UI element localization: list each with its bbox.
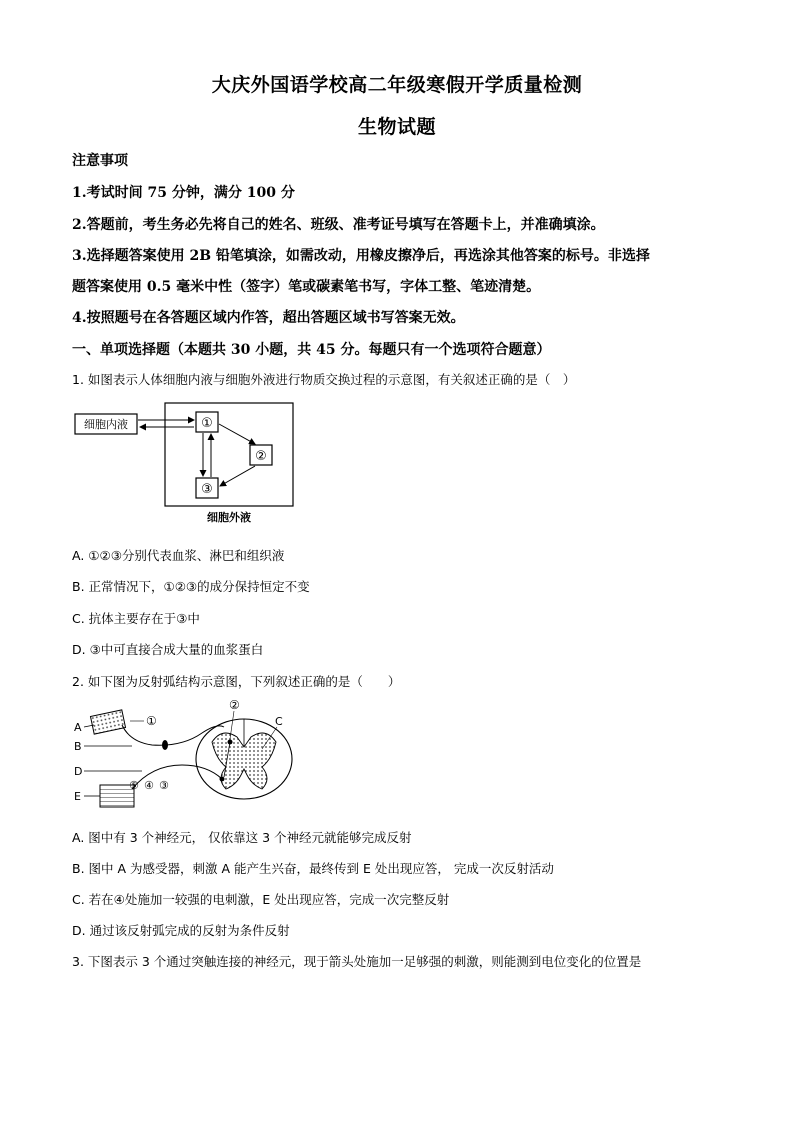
notice-item-1: 1.考试时间 75 分钟，满分 100 分 [72,185,295,201]
extracellular-label: 细胞外液 [207,511,251,524]
label-num-3: ③ [159,779,169,792]
exam-subtitle: 生物试题 [357,116,436,138]
notice-heading: 注意事项 [72,153,128,169]
q2-option-b: B. 图中 A 为感受器，刺激 A 能产生兴奋，最终传到 E 处出现应答， 完成一次反射活动 [72,861,554,876]
notice-item-4: 4.按照题号在各答题区域内作答，超出答题区域书写答案无效。 [72,310,465,326]
extracellular-frame [165,403,293,506]
question-2-stem: 2. 如下图为反射弧结构示意图，下列叙述正确的是（ ） [72,674,401,689]
label-b: B [74,740,82,753]
notice-item-3-cont: 题答案使用 0.5 毫米中性（签字）笔或碳素笔书写，字体工整、笔迹清楚。 [72,279,541,295]
afferent-nerve [122,725,224,745]
arrow-1-to-2 [219,424,255,444]
question-3-stem: 3. 下图表示 3 个通过突触连接的神经元，现于箭头处施加一足够强的刺激，则能测到电位变化的位置是 [72,954,642,969]
q1-option-a: A. ①②③分别代表血浆、淋巴和组织液 [72,548,285,563]
q2-option-c: C. 若在④处施加一较强的电刺激，E 处出现应答，完成一次完整反射 [72,892,450,907]
label-e: E [74,790,81,803]
label-a: A [74,721,82,734]
reflex-arc-diagram [72,697,297,815]
section-heading: 一、单项选择题（本题共 30 小题，共 45 分。每题只有一个选项符合题意） [72,342,551,358]
spinal-ganglion [162,740,168,750]
intracellular-label: 细胞内液 [84,418,128,431]
q1-option-d: D. ③中可直接合成大量的血浆蛋白 [72,642,264,657]
label-c: C [275,715,283,728]
q2-option-d: D. 通过该反射弧完成的反射为条件反射 [72,923,290,938]
q2-option-a: A. 图中有 3 个神经元， 仅依靠这 3 个神经元就能够完成反射 [72,830,412,845]
node-2-label: ② [255,449,267,464]
exam-title: 大庆外国语学校高二年级寒假开学质量检测 [211,74,583,96]
q1-option-b: B. 正常情况下，①②③的成分保持恒定不变 [72,579,310,594]
label-num-1: ① [146,714,157,728]
notice-item-2: 2.答题前，考生务必先将自己的姓名、班级、准考证号填写在答题卡上，并准确填涂。 [72,217,605,233]
node-3-label: ③ [201,482,213,497]
q1-option-c: C. 抗体主要存在于③中 [72,611,200,626]
label-num-5: ⑤ [129,779,139,792]
label-num-2: ② [229,698,240,712]
label-d: D [74,765,83,778]
notice-item-3: 3.选择题答案使用 2B 铅笔填涂，如需改动，用橡皮擦净后，再选涂其他答案的标号。非选择 [72,248,650,264]
question-1-stem: 1. 如图表示人体细胞内液与细胞外液进行物质交换过程的示意图，有关叙述正确的是（ ） [72,372,576,387]
node-1-label: ① [201,416,213,431]
label-num-4: ④ [144,779,154,792]
receptor-skin [90,710,125,734]
fluid-exchange-diagram [72,402,302,526]
arrow-2-to-3 [220,466,255,486]
